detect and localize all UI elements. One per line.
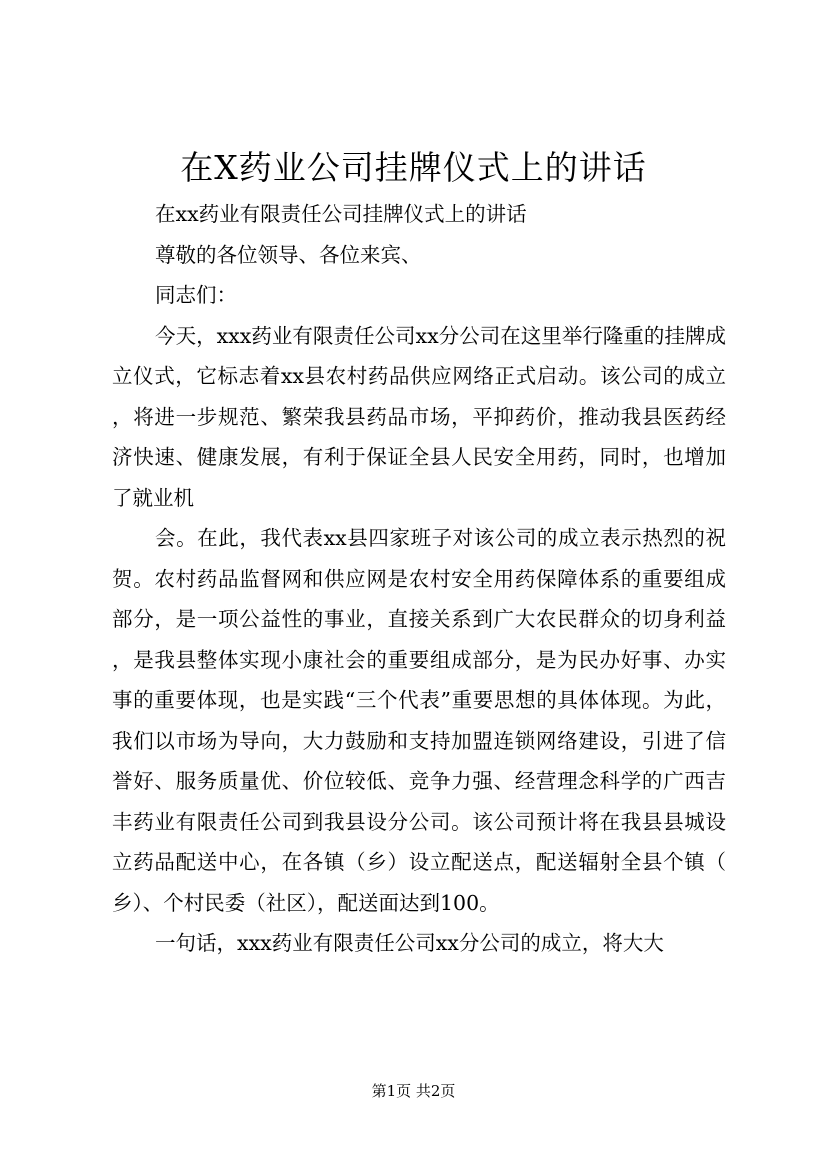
paragraph-salutation: 尊敬的各位领导、各位来宾、 [155, 242, 422, 267]
paragraph-conclusion: 一句话，xxx药业有限责任公司xx分公司的成立，将大大 [155, 931, 664, 955]
page-number: 第1页 共2页 [371, 1082, 456, 1100]
paragraph-heading: 在xx药业有限责任公司挂牌仪式上的讲话 [155, 202, 527, 226]
paragraph-intro: 今天，xxx药业有限责任公司xx分公司在这里举行隆重的挂牌成立仪式，它标志着xx县农村药品供应网络正式启动。该公司的成立，将进一步规范、繁荣我县药品市场，平抑药价，推动我县医药经济快速、健康发展，有利于保证全县人民安全用药，同时，也增加了就业机 [112, 323, 726, 510]
paragraph-congratulations: 会。在此，我代表xx县四家班子对该公司的成立表示热烈的祝贺。农村药品监督网和供应网是农村安全用药保障体系的重要组成部分，是一项公益性的事业，直接关系到广大农民群众的切身利益，是我县整体实现小康社会的重要组成部分，是为民办好事、办实事的重要体现，也是实践“三个代表”重要思想的具体体现。为此，我们以市场为导向，大力鼓励和支持加盟连锁网络建设，引进了信誉好、服务质量优、价位较低、竞争力强、经营理念科学的广西吉丰药业有限责任公司到我县设分公司。该公司预计将在我县县城设立药品配送中心，在各镇（乡）设立配送点，配送辐射全县个镇（乡）、个村民委（社区），配送面达到100。 [112, 526, 726, 915]
document-title: 在X药业公司挂牌仪式上的讲话 [180, 148, 647, 187]
paragraph-salutation-comrades: 同志们： [155, 283, 238, 307]
document-body [112, 194, 726, 964]
page-footer [0, 1080, 827, 1102]
